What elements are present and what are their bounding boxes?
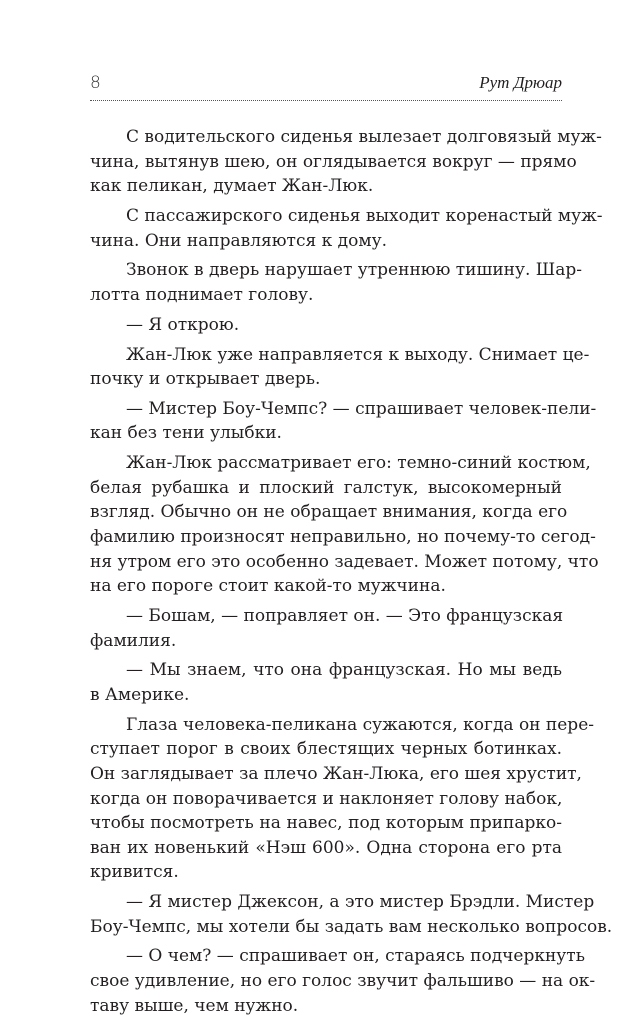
paragraph	[90, 343, 590, 392]
text-line: — Я открою.	[126, 314, 240, 335]
running-head-author: Рут Дрюар	[479, 73, 562, 92]
text-line: Глаза человека-пеликана сужаются, когда он пере-	[126, 714, 594, 735]
text-line: кан без тени улыбки.	[90, 423, 282, 444]
text-line: на его пороге стоит какой-то мужчина.	[90, 576, 446, 597]
text-line: белая рубашка и плоский галстук, высокомерный	[90, 477, 562, 498]
text-line: Жан-Люк уже направляется к выходу. Снимает це-	[126, 344, 590, 365]
text-line: чина. Они направляются к дому.	[90, 230, 387, 251]
paragraph	[90, 313, 562, 338]
text-line: Боу-Чемпс, мы хотели бы задать вам несколько вопросов.	[90, 916, 613, 937]
header-divider	[90, 100, 562, 101]
text-line: кривится.	[90, 862, 179, 883]
text-line: ня утром его это особенно задевает. Может потому, что	[90, 551, 599, 572]
text-line: фамилию произносят неправильно, но почему-то сегод-	[90, 527, 596, 548]
text-line: ван их новенький «Нэш 600». Одна сторона его рта	[90, 837, 562, 858]
paragraph	[90, 604, 562, 653]
text-line: Звонок в дверь нарушает утреннюю тишину. Шар-	[126, 260, 582, 281]
text-line: — Мы знаем, что она французская. Но мы ведь	[126, 660, 562, 681]
paragraph	[90, 658, 562, 707]
page-number: 8	[90, 73, 101, 93]
text-line: чтобы посмотреть на навес, под которым припарко-	[90, 813, 562, 834]
text-line: почку и открывает дверь.	[90, 369, 321, 390]
paragraph	[90, 451, 599, 599]
text-line: Он заглядывает за плечо Жан-Люка, его шея хрустит,	[90, 763, 582, 784]
text-line: С пассажирского сиденья выходит коренастый муж-	[126, 205, 603, 226]
text-line: в Америке.	[90, 684, 190, 705]
text-line: таву выше, чем нужно.	[90, 995, 299, 1016]
text-line: ступает порог в своих блестящих черных ботинках.	[90, 739, 562, 760]
text-line: взгляд. Обычно он не обращает внимания, когда его	[90, 502, 568, 523]
text-line: — Бошам, — поправляет он. — Это французская	[126, 606, 564, 626]
text-line: — Мистер Боу-Чемпс? — спрашивает человек-пели-	[126, 398, 597, 419]
text-line: лотта поднимает голову.	[90, 284, 314, 305]
body-text	[90, 125, 613, 1018]
text-line: Жан-Люк рассматривает его: темно-синий костюм,	[126, 453, 591, 474]
paragraph	[90, 204, 603, 253]
running-header	[90, 72, 562, 100]
paragraph	[90, 890, 613, 939]
text-line: когда он поворачивается и наклоняет голову набок,	[90, 788, 563, 809]
paragraph	[90, 713, 594, 885]
text-line: как пеликан, думает Жан-Люк.	[90, 176, 374, 197]
paragraph	[90, 125, 602, 199]
text-line: фамилия.	[90, 630, 177, 651]
text-line: С водительского сиденья вылезает долговязый муж-	[126, 127, 602, 147]
text-line: — О чем? — спрашивает он, стараясь подчеркнуть	[126, 946, 585, 967]
text-line: чина, вытянув шею, он оглядывается вокруг — прямо	[90, 151, 577, 172]
text-line: — Я мистер Джексон, а это мистер Брэдли. Мистер	[126, 892, 595, 913]
paragraph	[90, 397, 597, 446]
paragraph	[90, 258, 582, 307]
text-line: свое удивление, но его голос звучит фальшиво — на ок-	[90, 971, 596, 992]
paragraph	[90, 944, 596, 1018]
